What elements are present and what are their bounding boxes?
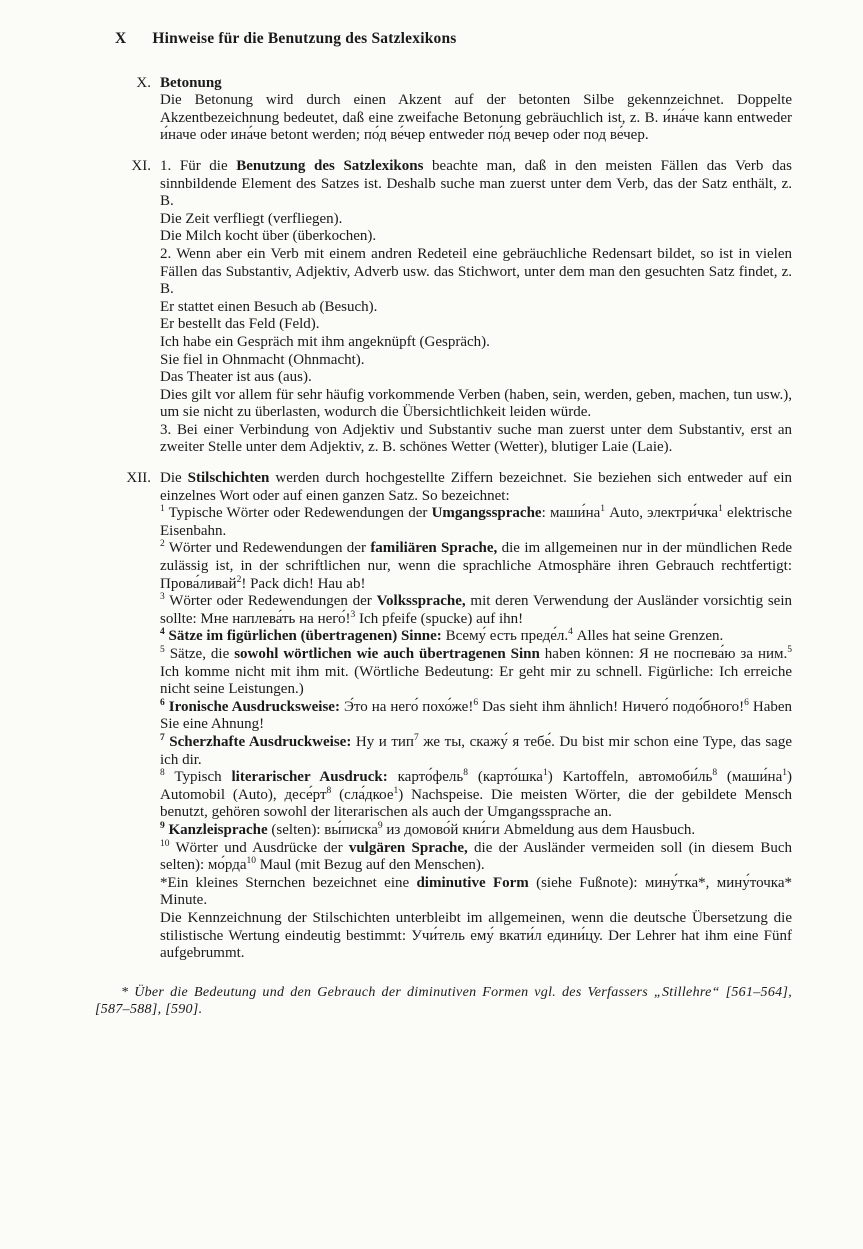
section xyxy=(95,470,792,963)
section xyxy=(95,75,792,145)
page-title: Hinweise für die Benutzung des Satzlexikons xyxy=(152,30,457,47)
example-line: Er bestellt das Feld (Feld). xyxy=(160,316,320,333)
example-line: Sie fiel in Ohnmacht (Ohnmacht). xyxy=(160,351,365,368)
paragraph: $^8$ Typisch literarischer Ausdruck: карто́фель$^8$ (карто́шка$^1$) Kartoffeln, $автомоби́ль^8$ $(маши́на^1)$ Automobil (Auto), $десе́рт^8$ (сла́дкое$^1$) Nachspeise. Die meisten Wörter, die der gebildete Mensch benutzt, gehören sowohl der literarischen als auch der Umgangssprache an. xyxy=(160,768,792,821)
page-number: X xyxy=(115,30,127,47)
footnote: * Über die Bedeutung und den Gebrauch der diminutiven Formen vgl. des Verfassers „Stillehre“ [561–564], [587–588], [590]. xyxy=(95,984,792,1018)
paragraph: Die Betonung wird durch einen Akzent auf der betonten Silbe gekennzeichnet. Doppelte Akzentbezeichnung bedeutet, daß eine zweifache Betonung gebräuchlich ist, z. B. и́на́че kann entweder и́наче oder ина́че betont werden; по́д ве́чер entweder по́д вечер oder под ве́чер. xyxy=(160,92,792,144)
example-line: Die Zeit verfliegt (verfliegen). xyxy=(160,210,343,227)
example-line: Ich habe ein Gespräch mit ihm angeknüpft (Gespräch). xyxy=(160,333,490,350)
paragraph: 2. Wenn aber ein Verb mit einem andren Redeteil eine gebräuchliche Redensart bildet, so ist in vielen Fällen das Substantiv, Adjektiv, Adverb usw. das Stichwort, unter dem man den gesuchten Satz findet, z. B. xyxy=(160,245,792,298)
paragraph: $^3$ Wörter oder Redewendungen der Volkssprache, mit deren Verwendung der Ausländer vorsichtig sein sollte: Мне наплева́ть на него́!$^3$ Ich pfeife (spucke) auf ihn! xyxy=(160,592,793,627)
page-header xyxy=(115,30,792,48)
section xyxy=(95,158,792,457)
paragraph: $^1$ Typische Wörter oder Redewendungen der Umgangssprache: $маши́на^1$ Auto, электри́чка$^1$ elektrische Eisenbahn. xyxy=(160,504,793,539)
paragraph: 1. Für die Benutzung des Satzlexikons beachte man, daß in den meisten Fällen das Verb das sinnbildende Element des Satzes ist. Deshalb suche man zuerst unter dem Verb, das der Satz enthält, z. B. xyxy=(160,157,792,210)
example-line: Die Milch kocht über (überkochen). xyxy=(160,228,377,245)
document-body xyxy=(95,75,792,963)
paragraph: $^2$ Wörter und Redewendungen der familiären Sprache, die im allgemeinen nur in der mündlichen Rede zulässig ist, in der schriftlichen nur, wenn die sprachliche Atmosphäre ihren Gebrauch rechtfertigt: Прова́ливай$^2$! Pack dich! Hau ab! xyxy=(160,539,792,592)
paragraph: Die Kennzeichnung der Stilschichten unterbleibt im allgemeinen, wenn die deutsche Übersetzung die stilistische Wertung eindeutig bestimmt: Учи́тель ему́ вкати́л едини́цу. Der Lehrer hat ihm eine Fünf aufgebrummt. xyxy=(160,909,792,962)
paragraph: $^6$ Ironische Ausdrucksweise: Э́то на него́ похо́же!$^6$ Das sieht ihm ähnlich! Ничего́ подо́бного!$^6$ Haben Sie eine Ahnung! xyxy=(160,697,793,733)
section-content xyxy=(160,158,792,457)
section-label: XI. xyxy=(131,157,151,174)
section-heading: Betonung xyxy=(160,74,222,91)
paragraph: $^4$ Sätze im figürlichen (übertragenen) Sinne: Всему́ есть преде́л.$^4$ Alles hat seine Grenzen. xyxy=(160,627,724,645)
paragraph: $^{10}$ Wörter und Ausdrücke der vulgären Sprache, die der Ausländer vermeiden soll (in diesem Buch selten): мо́рда$^{10}$ Maul (mit Bezug auf den Menschen). xyxy=(160,838,792,874)
example-line: Das Theater ist aus (aus). xyxy=(160,369,312,386)
paragraph: $^9$ Kanzleisprache (selten): вы́писка$^9$ из домово́й кни́ги Abmeldung aus dem Hausbuch. xyxy=(160,820,696,838)
paragraph: *Ein kleines Sternchen bezeichnet eine diminutive Form (siehe Fußnote): мину́тка*, мину́точка* Minute. xyxy=(160,874,792,909)
section-content xyxy=(160,75,792,145)
section-content xyxy=(160,470,792,963)
paragraph: Dies gilt vor allem für sehr häufig vorkommende Verben (haben, sein, werden, geben, machen, tun usw.), um sie nicht zu überlasten, wodurch die Übersichtlichkeit leiden würde. xyxy=(160,386,792,421)
paragraph: $^5$ Sätze, die sowohl wörtlichen wie auch übertragenen Sinn haben können: Я не поспева́ю за ним.$^5$ Ich komme nicht mit ihm mit. (Wörtliche Bedeutung: Er geht mir zu schnell. Figürliche: Ich erreiche nicht seine Leistungen.) xyxy=(160,645,792,698)
paragraph: Die Stilschichten werden durch hochgestellte Ziffern bezeichnet. Sie beziehen sich entweder auf ein einzelnes Wort oder auf einen ganzen Satz. So bezeichnet: xyxy=(160,470,792,504)
example-line: Er stattet einen Besuch ab (Besuch). xyxy=(160,298,378,315)
section-label: XII. xyxy=(126,470,151,487)
section-label: X. xyxy=(136,74,151,91)
paragraph: $^7$ Scherzhafte Ausdruckweise: Ну и тип$^7$ же ты, скажу́ я тебе́. Du bist mir schon eine Type, das sage ich dir. xyxy=(160,732,792,768)
paragraph: 3. Bei einer Verbindung von Adjektiv und Substantiv suche man zuerst unter dem Substantiv, erst an zweiter Stelle unter dem Adjektiv, z. B. schönes Wetter (Wetter), blutiger Laie (Laie). xyxy=(160,421,792,456)
